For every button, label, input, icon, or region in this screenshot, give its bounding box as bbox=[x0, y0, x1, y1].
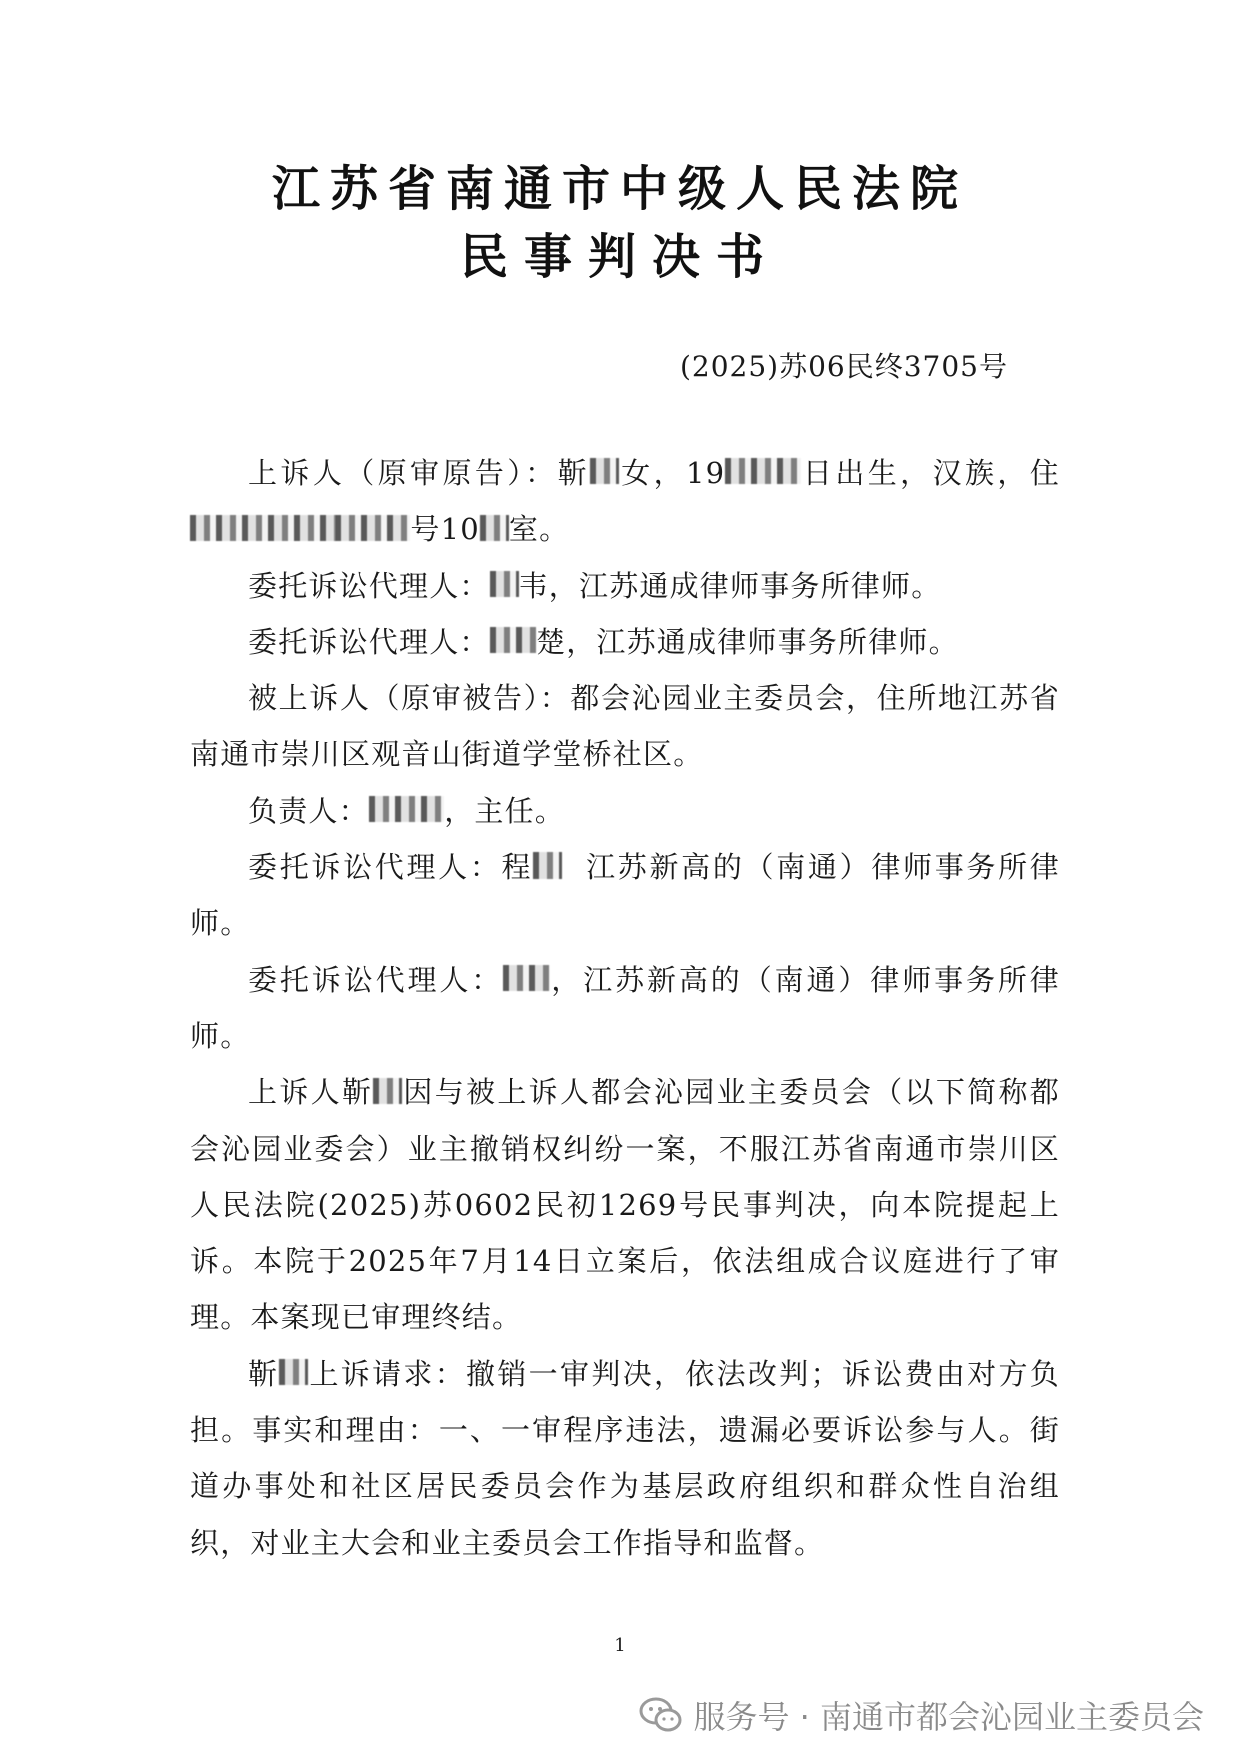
paragraph-responsible-person: 负责人： ，主任。 bbox=[248, 793, 566, 828]
paragraph-appellee: 被上诉人（原审被告）：都会沁园业主委员会，住所地江苏省南通市崇川区观音山街道学堂桥社区。 bbox=[190, 681, 1060, 772]
redaction bbox=[335, 515, 410, 541]
paragraph-appeal-request: 靳 上诉请求：撤销一审判决，依法改判；诉讼费由对方负担。事实和理由：一、一审程序违法，遗漏必要诉讼参与人。街道办事处和社区居民委员会作为基层政府组织和群众性自治组织，对业主大会和业主委员会工作指导和监督。 bbox=[190, 1356, 1060, 1560]
redaction bbox=[533, 852, 562, 878]
redaction bbox=[590, 458, 619, 484]
watermark-text: 服务号 · 南通市都会沁园业主委员会 bbox=[693, 1698, 1204, 1736]
paragraph-case-intro: 上诉人靳 因与被上诉人都会沁园业主委员会（以下简称都会沁园业委会）业主撤销权纠纷一案，不服江苏省南通市崇川区人民法院(2025)苏0602民初1269号民事判决，向本院提起上诉。本院于2025年7月14日立案后，依法组成合议庭进行了审理。本案现已审理终结。 bbox=[190, 1075, 1060, 1335]
court-name-title: 江苏省南通市中级人民法院 bbox=[271, 161, 968, 217]
redaction bbox=[490, 627, 536, 653]
paragraph-agent-1: 委托诉讼代理人： 韦，江苏通成律师事务所律师。 bbox=[248, 568, 942, 603]
redaction bbox=[480, 515, 509, 541]
redaction bbox=[279, 1359, 308, 1385]
wechat-icon bbox=[639, 1696, 683, 1734]
paragraph-appellant: 上诉人（原审原告）：靳 女，19 日出生，汉族，住号10 室。 bbox=[190, 445, 1060, 558]
redaction bbox=[725, 458, 800, 484]
redaction bbox=[503, 965, 549, 991]
page-number: 1 bbox=[614, 1635, 626, 1656]
redaction bbox=[190, 515, 335, 541]
wechat-watermark bbox=[639, 1692, 1204, 1738]
paragraph-agent-4: 委托诉讼代理人： ，江苏新高的（南通）律师事务所律师。 bbox=[190, 962, 1060, 1053]
document-type-title: 民事判决书 bbox=[459, 229, 780, 285]
paragraph-agent-2: 委托诉讼代理人： 楚，江苏通成律师事务所律师。 bbox=[248, 624, 959, 659]
paragraph-agent-3: 委托诉讼代理人：程 江苏新高的（南通）律师事务所律师。 bbox=[190, 850, 1060, 941]
judgment-body bbox=[190, 445, 1060, 1571]
redaction bbox=[369, 796, 444, 822]
redaction bbox=[373, 1078, 402, 1104]
redaction bbox=[490, 571, 519, 597]
case-number: (2025)苏06民终3705号 bbox=[680, 350, 1008, 383]
